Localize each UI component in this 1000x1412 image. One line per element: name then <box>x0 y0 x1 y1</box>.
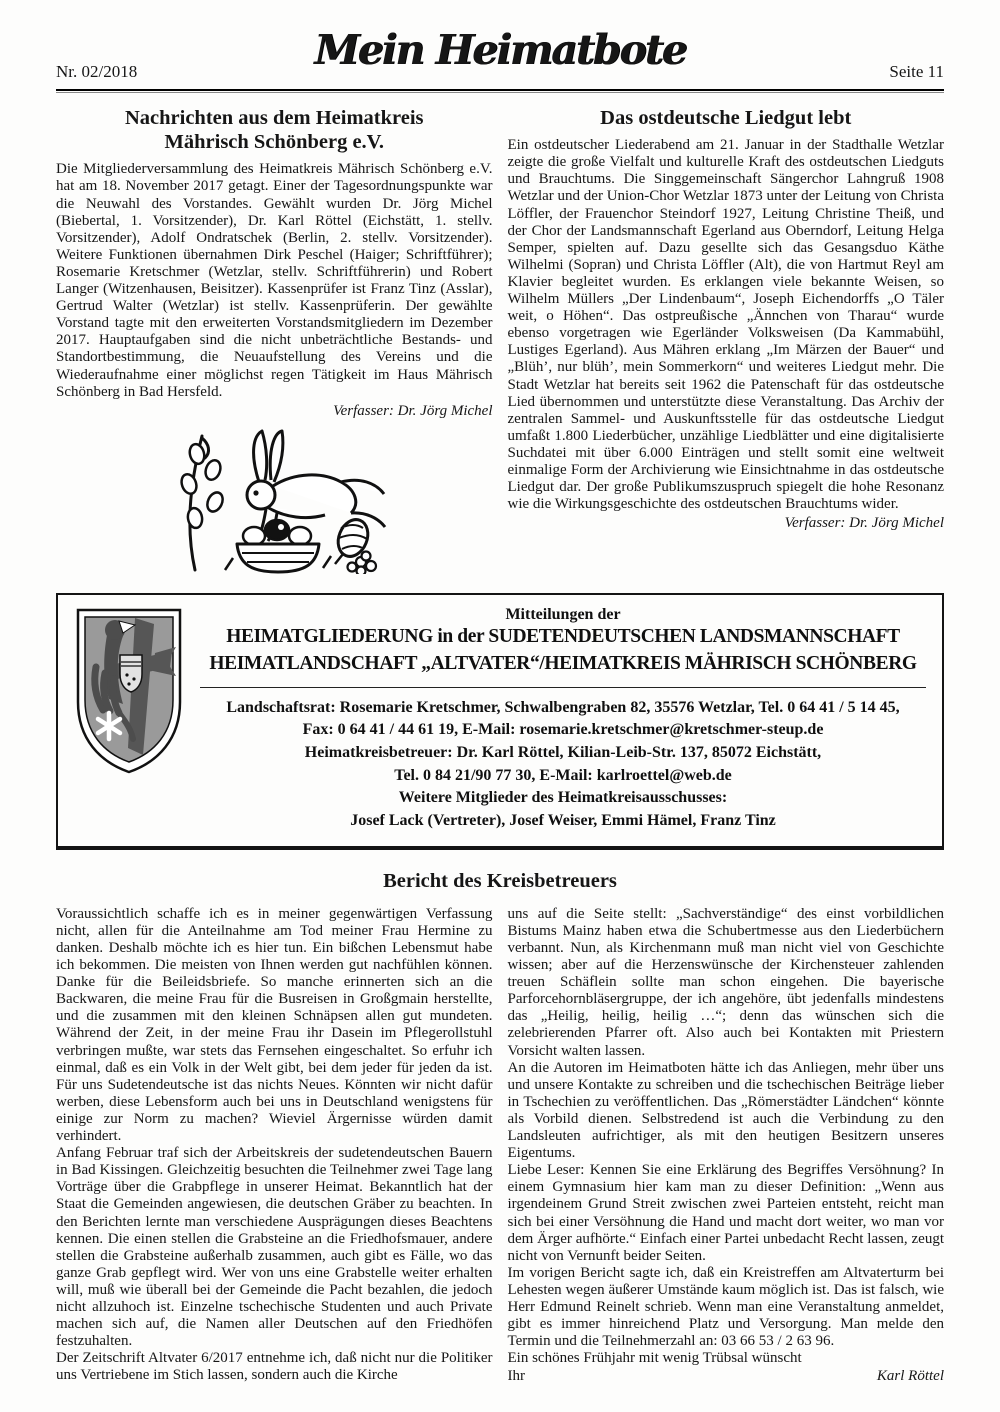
report-paragraph: An die Autoren im Heimatboten hätte ich das Anliegen, mehr über uns und unsere Kontakte zu schreiben und die tschechischen Beiträge lieber in Tschechien zu veröffentlichen. Das „Römerstädter Ländchen“ könnte als Vorbild dienen. Selbstredend ist auch die Verbindung zu den Landsleuten aufrichtiger, als mit den heutigen Besitzern unseres Eigentums. <box>507 1059 944 1162</box>
contact-line: Fax: 0 64 41 / 44 61 19, E-Mail: rosemarie.kretschmer@kretschmer-steup.de <box>302 721 824 739</box>
box-line-mitteilungen: Mitteilungen der <box>505 605 621 623</box>
easter-bunny-illustration <box>56 422 493 579</box>
report-columns <box>56 906 944 1386</box>
header-divider <box>56 89 944 93</box>
contact-line: Tel. 0 84 21/90 77 30, E-Mail: karlroettel@web.de <box>394 766 732 784</box>
closing-salutation: Ihr <box>507 1368 525 1385</box>
article-liedgut-author: Verfasser: Dr. Jörg Michel <box>784 515 944 532</box>
coat-of-arms <box>68 603 190 833</box>
report-right-column <box>508 906 945 1386</box>
heimatgliederung-box <box>56 593 944 850</box>
report-paragraph: Anfang Februar traf sich der Arbeitskreis der sudetendeutschen Bauern in Bad Kissingen. Gleichzeitig besuchten die Teilnehmer zwei Tage lang Vorträge über die Grabpflege in unserer Heimat. Bekanntlich hat der Staat die Gemeinden angewiesen, die deutschen Gräber zu beachten. In den Berichten lernte man verschiedene Ausprägungen dieses Beachtens kennen. Die einen stellen die Grabsteine an die Friedhofsmauer, andere stellen die Grabsteine außerhalb zusammen, auch gibt es Fälle, wo das ganze Grab gepflegt wird. Wer von uns eine Grabstelle weiter erhalten will, muß wie überall bei der Gemeinde die Pacht bezahlen, die jedoch nicht allzuhoch ist. Einzelne tschechische Studenten und auch Private machen sich auf, die Namen aller Deutschen auf den Friedhöfen festzuhalten. <box>56 1145 493 1350</box>
article-heimatkreis <box>56 106 493 579</box>
masthead-logo: Mein Heimatbote <box>314 26 686 74</box>
contact-line: Landschaftsrat: Rosemarie Kretschmer, Schwalbengraben 82, 35576 Wetzlar, Tel. 0 64 41 / 5 14 45, <box>226 698 900 716</box>
report-paragraph: uns auf die Seite stellt: „Sachverständige“ des einst vorbildlichen Bistums Mainz haben etwa die Schubertmesse aus den Liederbüchern verbannt. Nun, als Kirchenmann muß man nicht viel von Geschichte wissen; aber auf die Herzenswünsche der Kirchensteuer zahlenden treuen Schäflein sollte man schon eingehen. Die bayerische Parforcehornbläsergruppe, der ich angehöre, übt jedenfalls mindestens das „Heilig, heilig, heilig …“; denn das wünschen sich die zelebrierenden Pfarrer oft. Also auch bei Kontakten mit Priestern Vorsicht walten lassen. <box>507 905 944 1059</box>
page-number: Seite 11 <box>889 62 944 81</box>
report-paragraph: Der Zeitschrift Altvater 6/2017 entnehme ich, daß nicht nur die Politiker uns Vertriebene im Stich lassen, sondern auch die Kirche <box>56 1350 493 1384</box>
report-closing <box>508 1368 945 1385</box>
box-divider <box>200 687 926 688</box>
article-liedgut-title: Das ostdeutsche Liedgut lebt <box>600 107 852 129</box>
report-title: Bericht des Kreisbetreuers <box>383 869 617 892</box>
contact-line: Weitere Mitglieder des Heimatkreisausschusses: <box>398 789 728 807</box>
article-heimatkreis-title: Nachrichten aus dem Heimatkreis Mährisch Schönberg e.V. <box>124 107 424 154</box>
report-paragraph: Im vorigen Bericht sagte ich, daß ein Kreistreffen am Altvaterturm bei Lehesten wegen äußerer Umstände kaum möglich ist. Das ist falsch, wie Herr Edmund Reinelt schrieb. Wenn man eine Veranstaltung anmeldet, gibt es immer hinreichend Platz und Versorgung. Man melde den Termin und die Teilnehmerzahl an: 03 66 53 / 2 63 96. <box>507 1264 944 1350</box>
box-line-heimatgliederung: HEIMATGLIEDERUNG in der SUDETENDEUTSCHEN LANDSMANNSCHAFT <box>226 625 900 647</box>
report-paragraph: Ein schönes Frühjahr mit wenig Trübsal wünscht <box>507 1350 802 1367</box>
heimatgliederung-box-text <box>196 603 930 833</box>
article-heimatkreis-body: Die Mitgliederversammlung des Heimatkreis Mährisch Schönberg e.V. hat am 18. November 2017 getagt. Einer der Tagesordnungspunkte war die Neuwahl des Vorstandes. Gewählt wurden Dr. Jörg Michel (Biebertal, 1. Vorsitzender), Dr. Karl Röttel (Eichstätt, 1. stellv. Vorsitzender), Adolf Ondratschek (Berlin, 2. stellv. Vorsitzender). Weitere Funktionen übernahmen Dirk Peschel (Haiger; Schriftführer); Rosemarie Kretschmer (Wetzlar, stellv. Schriftführerin) und Robert Langer (Witzenhausen, Beisitzer). Kassenprüfer ist Franz Tinz (Asslar), Gertrud Walter (Wetzlar) ist stellv. Kassenprüferin. Der gewählte Vorstand tagte mit den erweiterten Vorstandsmitgliedern im Dezember 2017. Hauptaufgaben sind die nicht unbeträchtliche Bestands- und Standortbestimmung, die Neuaufstellung des Vereins und die Wiederaufnahme einer möglichst regen Tätigkeit im Haus Mährisch Schönberg in Bad Hersfeld. <box>56 161 493 400</box>
report-left-column <box>56 906 493 1386</box>
box-line-heimatlandschaft: HEIMATLANDSCHAFT „ALTVATER“/HEIMATKREIS MÄHRISCH SCHÖNBERG <box>209 652 917 674</box>
article-liedgut <box>508 106 945 579</box>
box-contact-block <box>196 697 930 833</box>
page-header <box>56 28 944 84</box>
closing-signature: Karl Röttel <box>876 1368 944 1385</box>
article-liedgut-body: Ein ostdeutscher Liederabend am 21. Januar in der Stadthalle Wetzlar zeigte die große Vielfalt und kulturelle Kraft des ostdeutschen Liedguts und Brauchtums. Die Singgemeinschaft Sängerchor Lahngruß 1908 Wetzlar und der Union-Chor Wetzlar 1873 unter der Leitung von Christa Löffler, der Frauenchor Steindorf 1927, Leitung Christine Theiß, und der Chor der Landsmannschaft Egerland aus Oberndorf, Leitung Helga Semper, spielten auf. Dazu gesellte sich das Gesangsduo Käthe Wilhelmi (Sopran) und Christa Löffler (Alt), die von Hartmut Reyl am Klavier begleitet wurden. Es erklangen viele bekannte Weisen, so Wilhelm Müllers „Der Lindenbaum“, Joseph Eichendorffs „O Täler weit, o Höhen“. Das ostpreußische „Ännchen von Tharau“ wurde ebenso vorgetragen wie Egerländer Volksweisen (Da Kammabühl, Lustiges Egerland). Aus Mähren erklang „Im Märzen der Bauer“ und „Blüh’, nur blüh’, mein Sommerkorn“ und weiteres Liedgut mehr. Die Stadt Wetzlar hat bereits seit 1962 die Patenschaft für das ostdeutsche Lied übernommen und unterstützte diese Veranstaltung. Das Archiv der zentralen Sammel- und Auskunftsstelle für das ostdeutsche Liedgut umfaßt 1.800 Liederbücher, unzählige Liedblätter und eine digitalisierte Suchdatei mit über 6.000 Einträgen und stellt somit eine weltweit einmalige Form der Archivierung wie Einsichtnahme in das ostdeutsche Liedgut dar. Der große Publikumszuspruch spiegelt die hohe Resonanz wie die Wirkungsgeschichte des ostdeutschen Brauchtums wider. <box>507 137 944 513</box>
issue-number: Nr. 02/2018 <box>56 62 138 81</box>
article-heimatkreis-author: Verfasser: Dr. Jörg Michel <box>333 402 493 419</box>
contact-line: Heimatkreisbetreuer: Dr. Karl Röttel, Kilian-Leib-Str. 137, 85072 Eichstätt, <box>304 743 822 761</box>
report-paragraph: Voraussichtlich schaffe ich es in meiner gegenwärtigen Verfassung nicht, allen für die Anteilnahme am Tod meiner Frau Hermine zu danken. Deshalb möchte ich es hier tun. Ein bißchen Lebensmut habe ich bekommen. Die meisten von Ihnen werden gut nachfühlen können. Danke für die Beileidsbriefe. So manche erinnerten sich an die Backwaren, die meine Frau für die Busreisen in Großgmain herstellte, und die zusammen mit den kleinen Schnäpsen allen gut mundeten. Während der Zeit, in der meine Frau ihr Dasein im Pflegerollstuhl verbringen mußte, war stets das Fernsehen eingeschaltet. So erfuhr ich einmal, daß es ein Volk in der Welt gibt, bei dem jeder für jeden da ist. Für uns Sudetendeutsche ist das nichts Neues. Könnten wir nicht dafür werben, diese Lebensform auch bei uns in Deutschland wenigstens für einige zur Norm zu machen? Wieviel Ärgernisse würden damit verhindert. <box>56 905 493 1145</box>
contact-line: Josef Lack (Vertreter), Josef Weiser, Emmi Hämel, Franz Tinz <box>350 812 776 830</box>
report-paragraph: Liebe Leser: Kennen Sie eine Erklärung des Begriffes Versöhnung? In einem Gymnasium hier kam man zu dieser Definition: „Wenn aus irgendeinem Grund Streit zwischen zwei Parteien entsteht, reicht man sich bei einer Versöhnung die Hand und macht dort weiter, wo man vor dem Ärger aufhörte.“ Einfach einer Partei unbedacht Recht lassen, zeugt nicht von Vernunft beider Seiten. <box>507 1162 944 1264</box>
top-articles <box>56 106 944 579</box>
